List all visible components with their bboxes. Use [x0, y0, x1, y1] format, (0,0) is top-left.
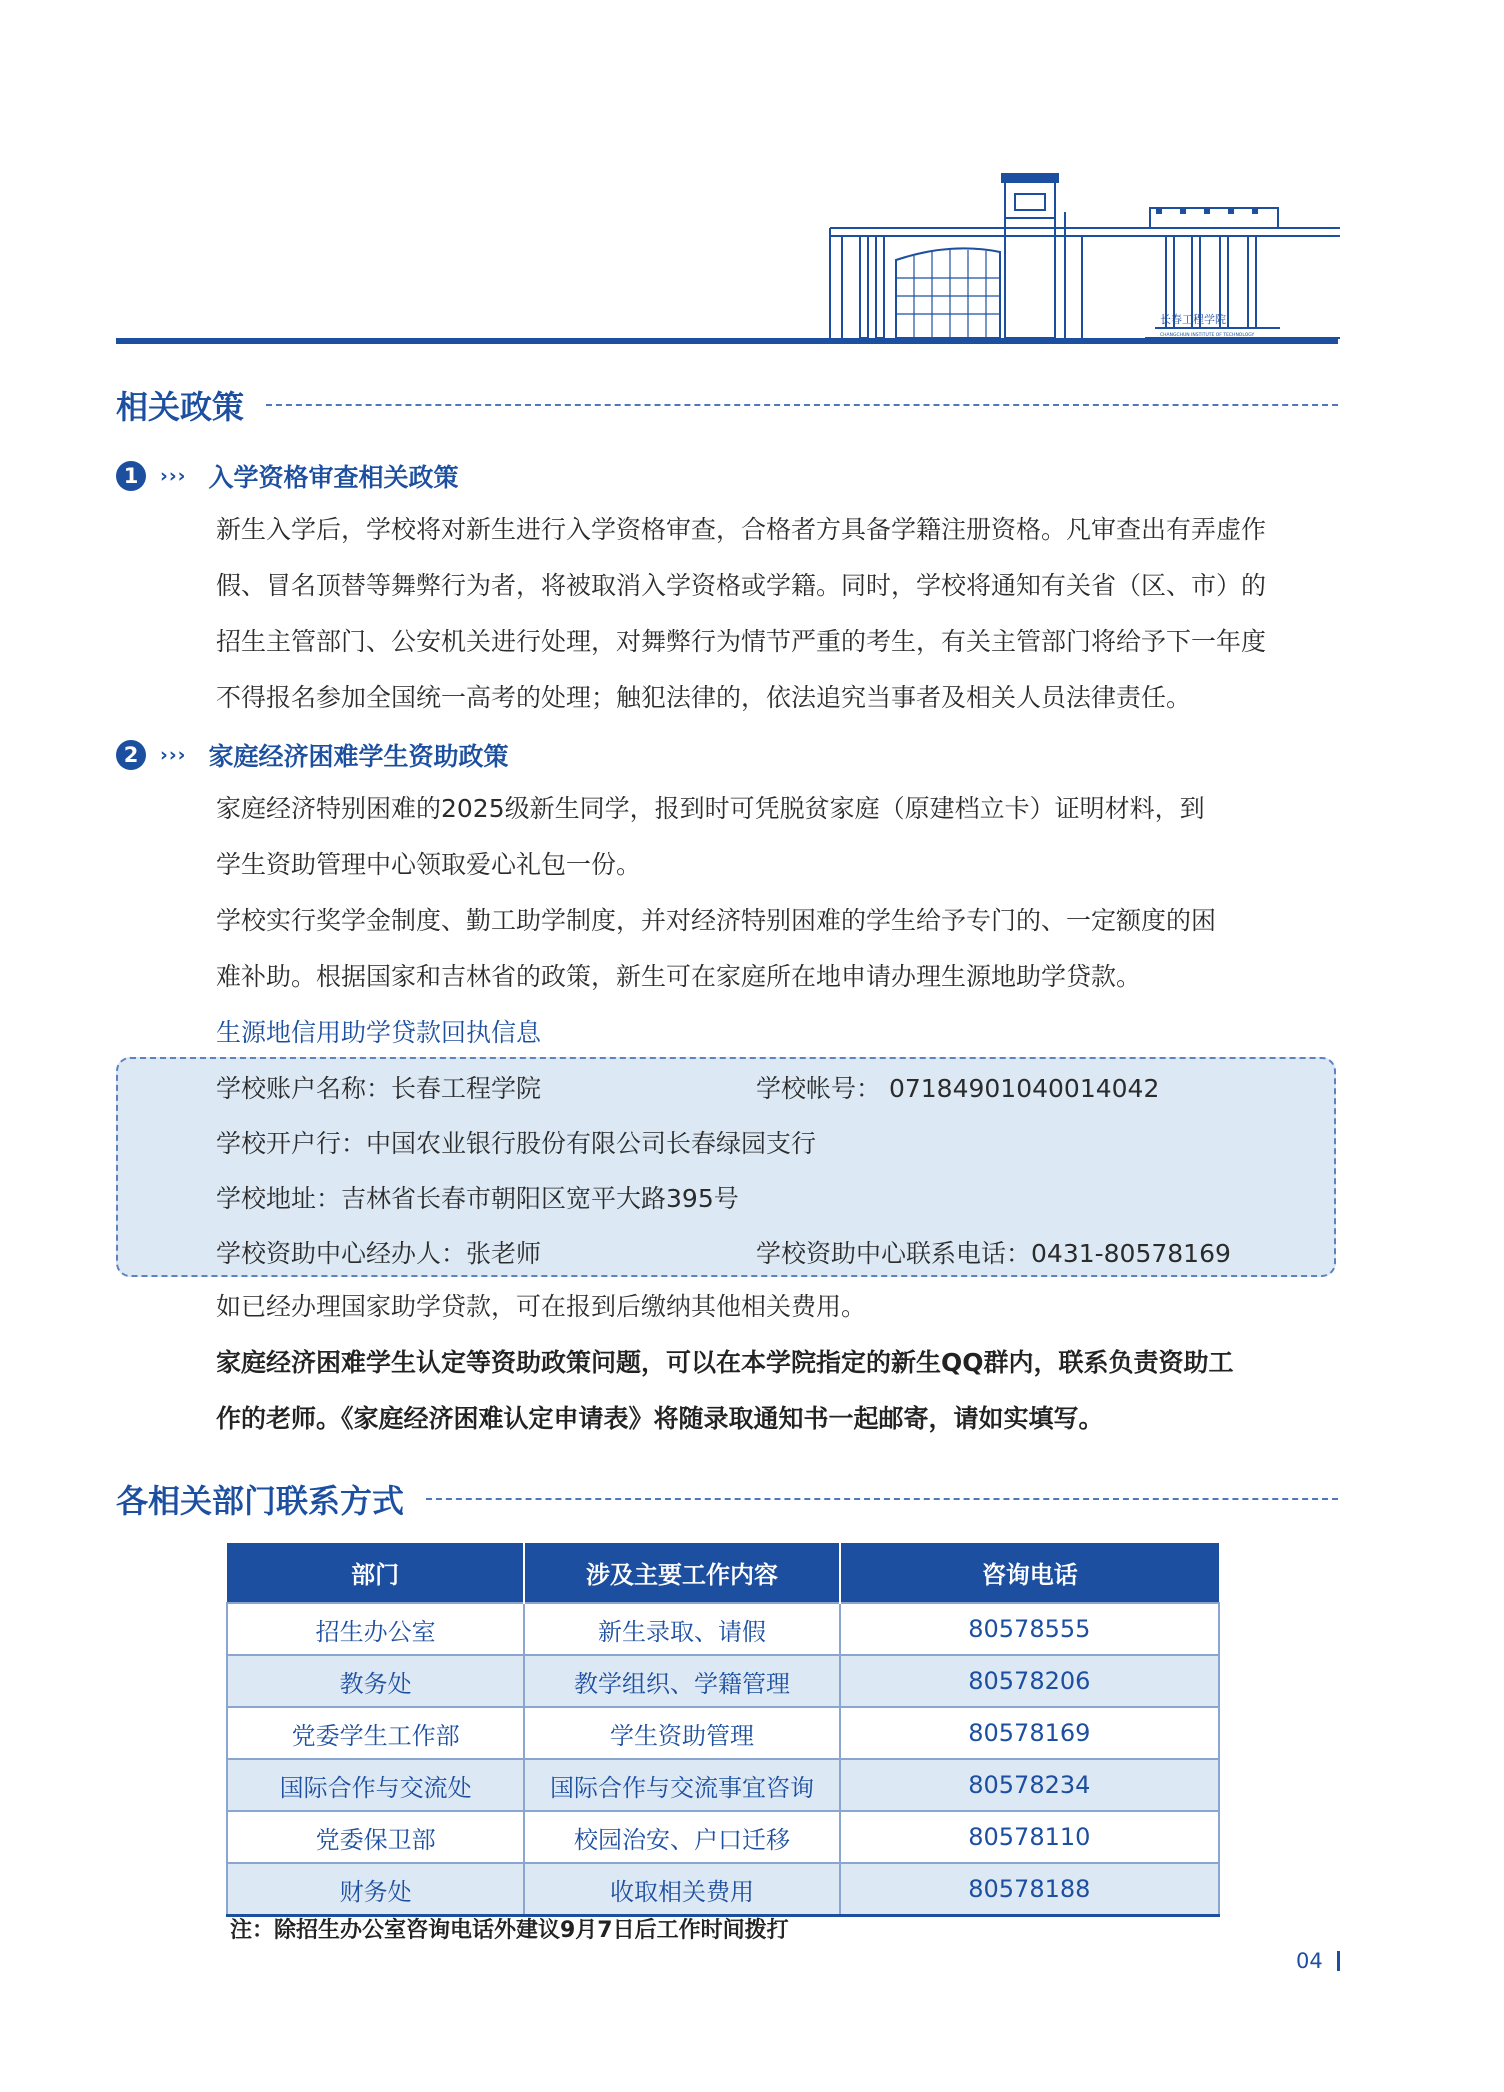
policy-item-title: 入学资格审查相关政策 [208, 463, 459, 492]
work-content-cell: 校园治安、户口迁移 [524, 1811, 839, 1863]
policy-item-2-body [216, 781, 1340, 1061]
number-badge: 1 [116, 461, 146, 491]
page-number [1296, 1949, 1340, 1973]
policy-item-title: 家庭经济困难学生资助政策 [208, 742, 509, 771]
table-row [227, 1863, 1219, 1916]
department-cell: 财务处 [227, 1863, 524, 1916]
phone-cell: 80578169 [840, 1707, 1219, 1759]
work-content-cell: 收取相关费用 [524, 1863, 839, 1916]
phone-cell: 80578110 [840, 1811, 1219, 1863]
paragraph-line: 学校实行奖学金制度、勤工助学制度，并对经济特别困难的学生给予专门的、一定额度的困 [216, 906, 1217, 935]
campus-gate-illustration [800, 160, 1340, 346]
department-cell: 党委保卫部 [227, 1811, 524, 1863]
phone-cell: 80578234 [840, 1759, 1219, 1811]
paragraph-line: 如已经办理国家助学贷款，可在报到后缴纳其他相关费用。 [216, 1292, 867, 1321]
triple-chevron-icon: ››› [160, 465, 187, 487]
department-cell: 教务处 [227, 1655, 524, 1707]
section-title: 相关政策 [116, 388, 245, 426]
department-cell: 国际合作与交流处 [227, 1759, 524, 1811]
department-contacts-table [226, 1543, 1220, 1917]
section-heading-policies [116, 382, 1338, 428]
department-cell: 招生办公室 [227, 1603, 524, 1655]
page-number-bar [1337, 1951, 1340, 1971]
paragraph-line: 不得报名参加全国统一高考的处理；触犯法律的，依法追究当事者及相关人员法律责任。 [216, 683, 1192, 712]
bank-name: 学校开户行：中国农业银行股份有限公司长春绿园支行 [216, 1129, 817, 1158]
section-title: 各相关部门联系方式 [116, 1482, 405, 1520]
receipt-label: 生源地信用助学贷款回执信息 [216, 1018, 542, 1047]
aid-handler: 学校资助中心经办人：张老师 [216, 1239, 542, 1268]
work-content-cell: 国际合作与交流事宜咨询 [524, 1759, 839, 1811]
table-note: 注：除招生办公室咨询电话外建议9月7日后工作时间拨打 [230, 1918, 789, 1943]
loan-receipt-box [116, 1057, 1336, 1277]
gate-logo-subtext: CHANGCHUN INSTITUTE OF TECHNOLOGY [1160, 333, 1255, 338]
phone-cell: 80578188 [840, 1863, 1219, 1916]
column-header: 部门 [227, 1543, 524, 1603]
work-content-cell: 新生录取、请假 [524, 1603, 839, 1655]
page-number-text: 04 [1296, 1949, 1323, 1973]
table-row [227, 1759, 1219, 1811]
paragraph-line: 家庭经济特别困难的2025级新生同学，报到时可凭脱贫家庭（原建档立卡）证明材料，到 [216, 794, 1205, 823]
table-row [227, 1811, 1219, 1863]
table-row [227, 1603, 1219, 1655]
paragraph-line: 招生主管部门、公安机关进行处理，对舞弊行为情节严重的考生，有关主管部门将给予下一年度 [216, 627, 1267, 656]
paragraph-line: 学生资助管理中心领取爱心礼包一份。 [216, 850, 642, 879]
after-receipt-text [216, 1279, 1340, 1447]
header-rule [116, 338, 1338, 344]
dashed-divider [266, 404, 1338, 406]
aid-phone: 学校资助中心联系电话：0431-80578169 [756, 1239, 1231, 1268]
table-row [227, 1655, 1219, 1707]
account-name: 学校账户名称：长春工程学院 [216, 1074, 542, 1103]
number-badge: 2 [116, 740, 146, 770]
work-content-cell: 教学组织、学籍管理 [524, 1655, 839, 1707]
receipt-row [216, 1234, 1231, 1270]
policy-item-1-heading [116, 458, 459, 494]
dashed-divider [426, 1498, 1338, 1500]
policy-item-2-heading [116, 737, 509, 773]
school-address: 学校地址：吉林省长春市朝阳区宽平大路395号 [216, 1184, 739, 1213]
gate-logo-text: 长春工程学院 [1160, 313, 1226, 326]
work-content-cell: 学生资助管理 [524, 1707, 839, 1759]
policy-item-1-body [216, 502, 1340, 726]
table-row [227, 1707, 1219, 1759]
triple-chevron-icon: ››› [160, 744, 187, 766]
account-number: 学校帐号： 07184901040014042 [756, 1074, 1160, 1103]
table-header-row [227, 1543, 1219, 1603]
receipt-row [216, 1069, 1160, 1105]
paragraph-line: 假、冒名顶替等舞弊行为者，将被取消入学资格或学籍。同时，学校将通知有关省（区、市）的 [216, 571, 1267, 600]
phone-cell: 80578555 [840, 1603, 1219, 1655]
section-heading-contacts [116, 1476, 1338, 1522]
bold-paragraph-line: 作的老师。《家庭经济困难认定申请表》将随录取通知书一起邮寄，请如实填写。 [216, 1404, 1104, 1433]
paragraph-line: 难补助。根据国家和吉林省的政策，新生可在家庭所在地申请办理生源地助学贷款。 [216, 962, 1142, 991]
bold-paragraph-line: 家庭经济困难学生认定等资助政策问题，可以在本学院指定的新生QQ群内，联系负责资助工 [216, 1348, 1234, 1377]
paragraph-line: 新生入学后，学校将对新生进行入学资格审查，合格者方具备学籍注册资格。凡审查出有弄虚作 [216, 515, 1267, 544]
phone-cell: 80578206 [840, 1655, 1219, 1707]
column-header: 咨询电话 [840, 1543, 1219, 1603]
department-cell: 党委学生工作部 [227, 1707, 524, 1759]
column-header: 涉及主要工作内容 [524, 1543, 839, 1603]
